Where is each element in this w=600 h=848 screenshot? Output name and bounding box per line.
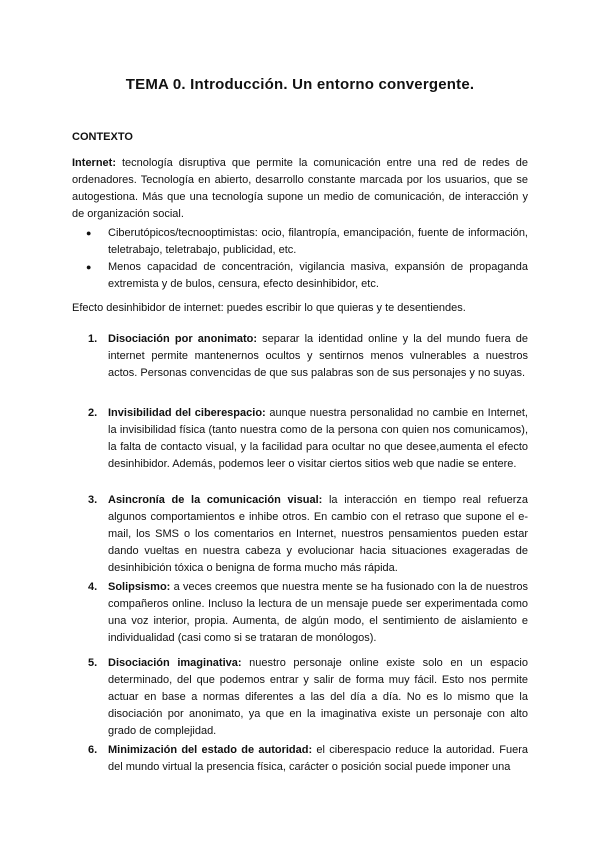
bullet-icon: ● (86, 228, 92, 238)
item-number: 2. (88, 407, 98, 419)
item-number: 6. (88, 744, 98, 756)
item-text: separar la identidad online y la del mundo fuera de internet permite mantenernos ocultos y sentirnos menos vulnerables a nuestros actos. Personas convencidas de que sus palabras son de sus personajes y no suyas. (108, 333, 528, 379)
list-item (72, 259, 528, 293)
list-item (88, 405, 528, 473)
item-text: nuestro personaje online existe solo en un espacio determinado, del que podemos entrar y salir de forma muy fácil. Esto nos permite actuar en base a normas diferentes a las del día a día. No es lo mismo que la disociación por anonimato, ya que en la imaginativa existe un personaje con alto grado de complejidad. (108, 657, 528, 737)
bullet-list (72, 225, 528, 293)
intro-term: Internet: (72, 157, 116, 169)
item-number: 1. (88, 333, 98, 345)
list-item (88, 492, 529, 577)
item-text: a veces creemos que nuestra mente se ha fusionado con la de nuestros compañeros online. Incluso la lectura de un mensaje puede ser experimentada como una voz interior, propia. Aumenta, de algún modo, el sentimiento de aislamiento e individualidad (casi como si se trataran de monólogos). (108, 581, 528, 644)
section-heading: CONTEXTO (72, 131, 133, 143)
item-text: aunque nuestra personalidad no cambie en Internet, la invisibilidad física (tanto nuestra como de la persona con quien nos comunicamos), la falta de contacto visual, y la facilidad para ocultar no que desee,aumenta el efecto desinhibidor. Además, podemos leer o visitar ciertos sitios web que nadie se entere. (108, 407, 528, 470)
item-term: Asincronía de la comunicación visual: (108, 494, 323, 506)
item-term: Minimización del estado de autoridad: (108, 744, 313, 756)
effect-intro-paragraph: Efecto desinhibidor de internet: puedes escribir lo que quieras y te desentiendes. (72, 302, 466, 314)
list-item (88, 655, 528, 740)
item-term: Disociación por anonimato: (108, 333, 258, 345)
bullet-icon: ● (86, 262, 92, 272)
item-term: Disociación imaginativa: (108, 657, 242, 669)
intro-paragraph (72, 155, 528, 223)
item-text: el ciberespacio reduce la autoridad. Fuera del mundo virtual la presencia física, carácter o posición social puede imponer una (108, 744, 528, 773)
intro-text: tecnología disruptiva que permite la comunicación entre una red de redes de ordenadores. Tecnología en abierto, desarrollo constante marcada por los usuarios, que se autogestiona. Más que una tecnología supone un medio de comunicación, de interacción y de organización social. (72, 157, 528, 220)
item-number: 5. (88, 657, 98, 669)
item-term: Invisibilidad del ciberespacio: (108, 407, 266, 419)
item-number: 4. (88, 581, 98, 593)
item-number: 3. (88, 494, 98, 506)
list-item (88, 331, 528, 382)
item-term: Solipsismo: (108, 581, 171, 593)
bullet-text: Ciberutópicos/tecnooptimistas: ocio, filantropía, emancipación, fuente de información, teletrabajo, teletrabajo, publicidad, etc. (108, 227, 528, 256)
item-text: la interacción en tiempo real refuerza algunos comportamientos e inhibe otros. En cambio con el retraso que supone el e-mail, los SMS o los comentarios en Internet, nuestros pensamientos pueden estar dando vueltas en nuestra cabeza y evolucionar hacia situaciones exageradas de desinhibición tóxica o benigna de forma mucho más rápida. (108, 494, 529, 574)
bullet-text: Menos capacidad de concentración, vigilancia masiva, expansión de propaganda extremista y de bulos, censura, efecto desinhibidor, etc. (108, 261, 528, 290)
list-item (88, 742, 528, 776)
list-item (72, 225, 528, 259)
page-title: TEMA 0. Introducción. Un entorno convergente. (125, 76, 475, 93)
list-item (88, 579, 528, 647)
